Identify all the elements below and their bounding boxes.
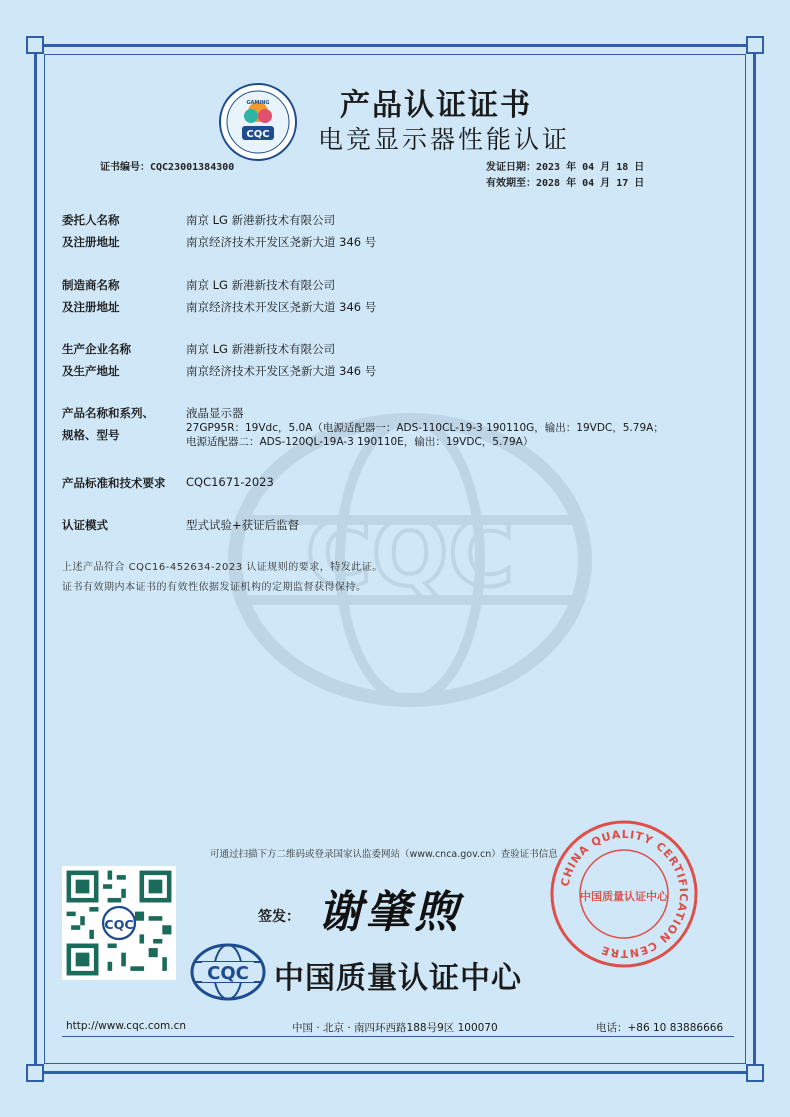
svg-text:GAMING: GAMING — [246, 100, 270, 106]
expire-date — [486, 174, 644, 189]
factory-address-value: 南京经济技术开发区尧新大道 346 号 — [186, 364, 377, 378]
certificate-subtitle: 电竞显示器性能认证 — [318, 125, 571, 154]
issue-date-label: 发证日期： — [486, 162, 536, 173]
cqc-globe-logo — [188, 942, 268, 1002]
corner-ornament — [746, 1064, 764, 1082]
certification-mode-value: 型式试验+获证后监督 — [186, 518, 300, 532]
client-label: 委托人名称 — [62, 213, 120, 227]
client-address-value: 南京经济技术开发区尧新大道 346 号 — [186, 235, 377, 249]
issue-date — [486, 158, 644, 173]
corner-ornament — [26, 1064, 44, 1082]
signature-label: 签发： — [258, 909, 300, 925]
factory-label: 生产企业名称 — [62, 342, 131, 356]
product-label-line2: 规格、型号 — [62, 428, 120, 442]
svg-text:CQC: CQC — [246, 129, 270, 140]
cert-no-value: CQC23001384300 — [150, 162, 235, 173]
svg-text:中国质量认证中心: 中国质量认证中心 — [580, 890, 668, 903]
product-name-value: 液晶显示器 — [186, 406, 244, 420]
certificate-number — [100, 158, 234, 173]
expire-date-value: 2028 年 04 月 17 日 — [536, 178, 645, 189]
signature: 谢肇煦 — [318, 887, 462, 938]
cqc-gaming-logo — [218, 82, 298, 162]
standard-label: 产品标准和技术要求 — [62, 476, 166, 490]
standard-value: CQC1671-2023 — [186, 475, 274, 489]
footer-phone: 电话：+86 10 83886666 — [596, 1022, 724, 1034]
corner-ornament — [26, 36, 44, 54]
cert-no-label: 证书编号： — [100, 162, 150, 173]
svg-text:CQC: CQC — [207, 963, 249, 984]
manufacturer-label: 制造商名称 — [62, 278, 120, 292]
factory-value: 南京 LG 新港新技术有限公司 — [186, 342, 336, 356]
manufacturer-address-value: 南京经济技术开发区尧新大道 346 号 — [186, 300, 377, 314]
client-address-label: 及注册地址 — [62, 235, 120, 249]
validity-note: 证书有效期内本证书的有效性依据发证机构的定期监督获得保持。 — [62, 582, 367, 593]
qr-code[interactable] — [62, 866, 176, 980]
expire-date-label: 有效期至： — [486, 178, 536, 189]
certificate-title: 产品认证证书 — [340, 88, 532, 123]
product-label-line1: 产品名称和系列、 — [62, 406, 154, 420]
manufacturer-address-label: 及注册地址 — [62, 300, 120, 314]
svg-text:CQC: CQC — [104, 917, 134, 933]
footer-website[interactable]: http://www.cqc.com.cn — [66, 1020, 187, 1032]
svg-text:CQC: CQC — [305, 502, 515, 607]
footer-divider — [62, 1036, 734, 1037]
footer-address: 中国 · 北京 · 南四环西路188号9区 100070 — [292, 1022, 498, 1034]
issue-date-value: 2023 年 04 月 18 日 — [536, 162, 645, 173]
svg-text:CHINA QUALITY CERTIFICATION CE: CHINA QUALITY CERTIFICATION CENTRE — [558, 827, 691, 961]
product-spec-line1: 27GP95R：19Vdc，5.0A（电源适配器一：ADS-110CL-19-3 190110G，输出：19VDC，5.79A； — [186, 422, 664, 434]
product-spec-line2: 电源适配器二：ADS-120QL-19A-3 190110E，输出：19VDC，5.79A） — [186, 436, 534, 448]
certification-mode-label: 认证模式 — [62, 518, 108, 532]
manufacturer-value: 南京 LG 新港新技术有限公司 — [186, 278, 336, 292]
official-seal — [548, 818, 700, 970]
organisation-name: 中国质量认证中心 — [274, 961, 522, 996]
client-value: 南京 LG 新港新技术有限公司 — [186, 213, 336, 227]
factory-address-label: 及生产地址 — [62, 364, 120, 378]
conformity-note: 上述产品符合 CQC16-452634-2023 认证规则的要求，特发此证。 — [62, 562, 383, 573]
corner-ornament — [746, 36, 764, 54]
verification-text: 可通过扫描下方二维码或登录国家认监委网站（www.cnca.gov.cn）查验证书信息 — [210, 849, 558, 860]
